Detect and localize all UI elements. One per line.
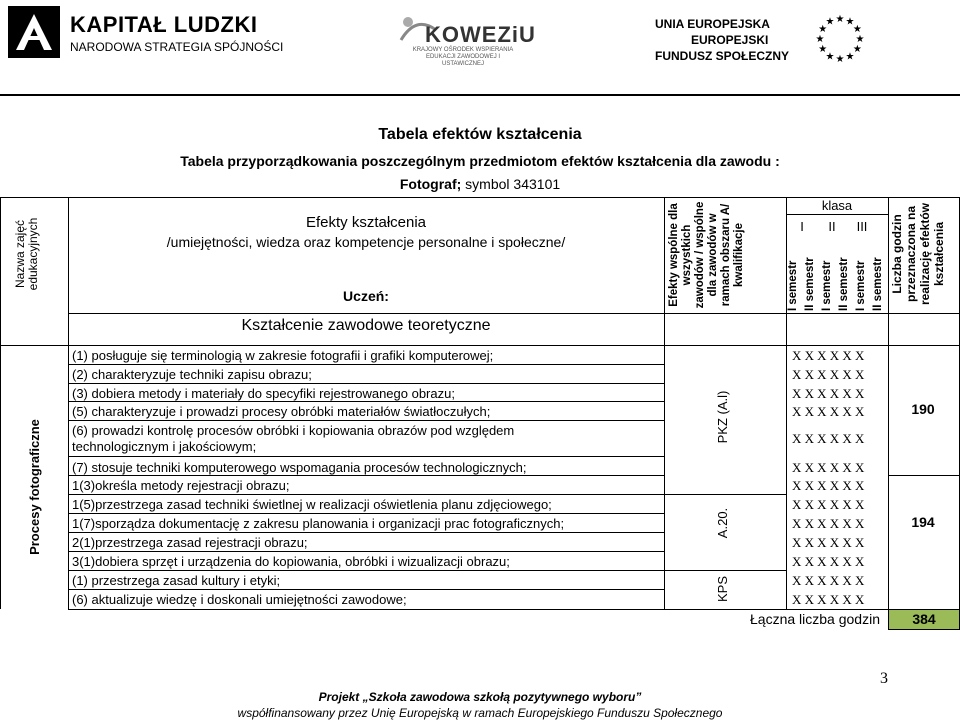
eu-line2: EUROPEJSKI [691, 33, 769, 47]
hours-column-header: Liczba godzin przeznaczona na realizację efektów kształcenia [890, 202, 946, 306]
hours-a20: 194 [911, 514, 935, 530]
total-value: 384 [889, 610, 959, 629]
effects-subtitle: /umiejętności, wiedza oraz kompetencje personalne i społeczne/ [166, 234, 566, 250]
profession-label: Fotograf; [399, 176, 462, 192]
effect-row-text: 3(1)dobiera sprzęt i urządzenia do kopiowania, obróbki i wizualizacji obrazu; [72, 554, 510, 569]
eu-line1: UNIA EUROPEJSKA [655, 17, 770, 31]
header-divider [0, 94, 960, 96]
page-subtitle: Tabela przyporządkowania poszczególnym przedmiotom efektów kształcenia dla zawodu : [180, 153, 780, 169]
qual-label-a20: A.20. [715, 507, 730, 539]
effect-row-text: (6) aktualizuje wiedzę i doskonali umiejętności zawodowe; [72, 592, 407, 607]
qual-label-kps: KPS [715, 576, 730, 603]
kapital-subtitle: NARODOWA STRATEGIA SPÓJNOŚCI [70, 40, 284, 54]
effect-row-text: (5) charakteryzuje i prowadzi procesy obróbki materiałów światłoczułych; [72, 404, 491, 419]
semester-marks: XXXXXX [792, 592, 868, 607]
eu-star-icon: ★ [818, 24, 828, 35]
page-number: 3 [880, 670, 888, 687]
eu-text [655, 16, 789, 64]
klasa-level-2: II [828, 219, 836, 234]
semester-header: II semestr [804, 257, 816, 311]
total-label: Łączna liczba godzin [750, 611, 880, 627]
effect-row-text-continued: technologicznym i jakościowym; [72, 439, 257, 454]
semester-marks: XXXXXX [792, 478, 868, 493]
klasa-level-3: III [856, 219, 868, 234]
profession-line [0, 176, 960, 192]
effect-row-text: 1(7)sporządza dokumentację z zakresu planowania i organizacji prac fotograficznych; [72, 516, 565, 531]
semester-header: I semestr [855, 260, 867, 311]
eu-star-icon: ★ [835, 14, 845, 25]
kapital-title: KAPITAŁ LUDZKI [70, 12, 258, 37]
eu-star-icon: ★ [825, 16, 835, 28]
eu-star-icon: ★ [835, 54, 845, 65]
eu-line3: FUNDUSZ SPOŁECZNY [655, 49, 790, 63]
effect-row-text: 1(3)określa metody rejestracji obrazu; [72, 478, 290, 493]
eu-star-icon: ★ [845, 16, 855, 28]
effect-row-text: (6) prowadzi kontrolę procesów obróbki i kopiowania obrazów pod względem [72, 423, 515, 438]
effect-row-text: (2) charakteryzuje techniki zapisu obrazu; [72, 367, 312, 382]
klasa-level-1: I [800, 219, 804, 234]
semester-marks: XXXXXX [792, 386, 868, 401]
semester-marks: XXXXXX [792, 573, 868, 588]
student-label: Uczeń: [343, 288, 389, 304]
effects-title: Efekty kształcenia [305, 214, 427, 231]
hours-pkz: 190 [911, 401, 935, 417]
semester-marks: XXXXXX [792, 431, 868, 446]
eu-star-icon: ★ [815, 34, 825, 45]
footer-line1: Projekt „Szkoła zawodowa szkołą pozytywnego wyboru” [318, 690, 642, 704]
footer-line2: współfinansowany przez Unię Europejską w ramach Europejskiego Funduszu Społecznego [237, 706, 723, 720]
eu-star-icon: ★ [852, 24, 862, 35]
effect-row-text: (1) przestrzega zasad kultury i etyki; [72, 573, 281, 588]
semester-header: I semestr [787, 260, 799, 311]
effect-row-text: (3) dobiera metody i materiały do specyfiki rejestrowanego obrazu; [72, 386, 455, 401]
effect-row-text: 1(5)przestrzega zasad techniki świetlnej w realizacji oświetlenia planu zdjęciowego; [72, 497, 552, 512]
page-title: Tabela efektów kształcenia [378, 126, 582, 143]
kapital-ludzki-logo [8, 6, 60, 58]
eu-star-icon: ★ [845, 51, 855, 63]
subject-column-header: Nazwa zajęć edukacyjnych [13, 217, 40, 291]
effect-row-text: (1) posługuje się terminologią w zakresie fotografii i grafiki komputerowej; [72, 348, 494, 363]
semester-marks: XXXXXX [792, 404, 868, 419]
semester-header: II semestr [838, 257, 850, 311]
effect-row-text: (7) stosuje techniki komputerowego wspomagania procesów technologicznych; [72, 460, 527, 475]
semester-marks: XXXXXX [792, 516, 868, 531]
kowezu-wordmark: KOWEZiU [425, 22, 536, 47]
eu-star-icon: ★ [855, 34, 865, 45]
semester-header: II semestr [872, 257, 884, 311]
semester-marks: XXXXXX [792, 367, 868, 382]
semester-marks: XXXXXX [792, 554, 868, 569]
common-effects-header: Efekty wspólne dla wszystkich zawodów / wspólne dla zawodów w ramach obszaru A/ kwalifikacje [668, 201, 745, 309]
semester-marks: XXXXXX [792, 460, 868, 475]
semester-marks: XXXXXX [792, 535, 868, 550]
eu-stars-icon [810, 8, 870, 68]
semester-marks: XXXXXX [792, 497, 868, 512]
kowezu-subtitle: KRAJOWY OŚRODEK WSPIERANIA EDUKACJI ZAWODOWEJ I USTAWICZNEJ [412, 47, 514, 67]
eu-star-icon: ★ [825, 51, 835, 63]
eu-star-icon: ★ [818, 44, 828, 55]
profession-symbol: symbol 343101 [461, 176, 561, 192]
semester-header: I semestr [821, 260, 833, 311]
effect-row-text: 2(1)przestrzega zasad rejestracji obrazu; [72, 535, 308, 550]
eu-star-icon: ★ [852, 44, 862, 55]
qual-label-pkz: PKZ (A.l) [715, 390, 730, 444]
semester-marks: XXXXXX [792, 348, 868, 363]
subject-name: Procesy fotograficzne [27, 419, 42, 555]
klasa-label: klasa [821, 198, 853, 213]
section-title: Kształcenie zawodowe teoretyczne [241, 317, 491, 334]
